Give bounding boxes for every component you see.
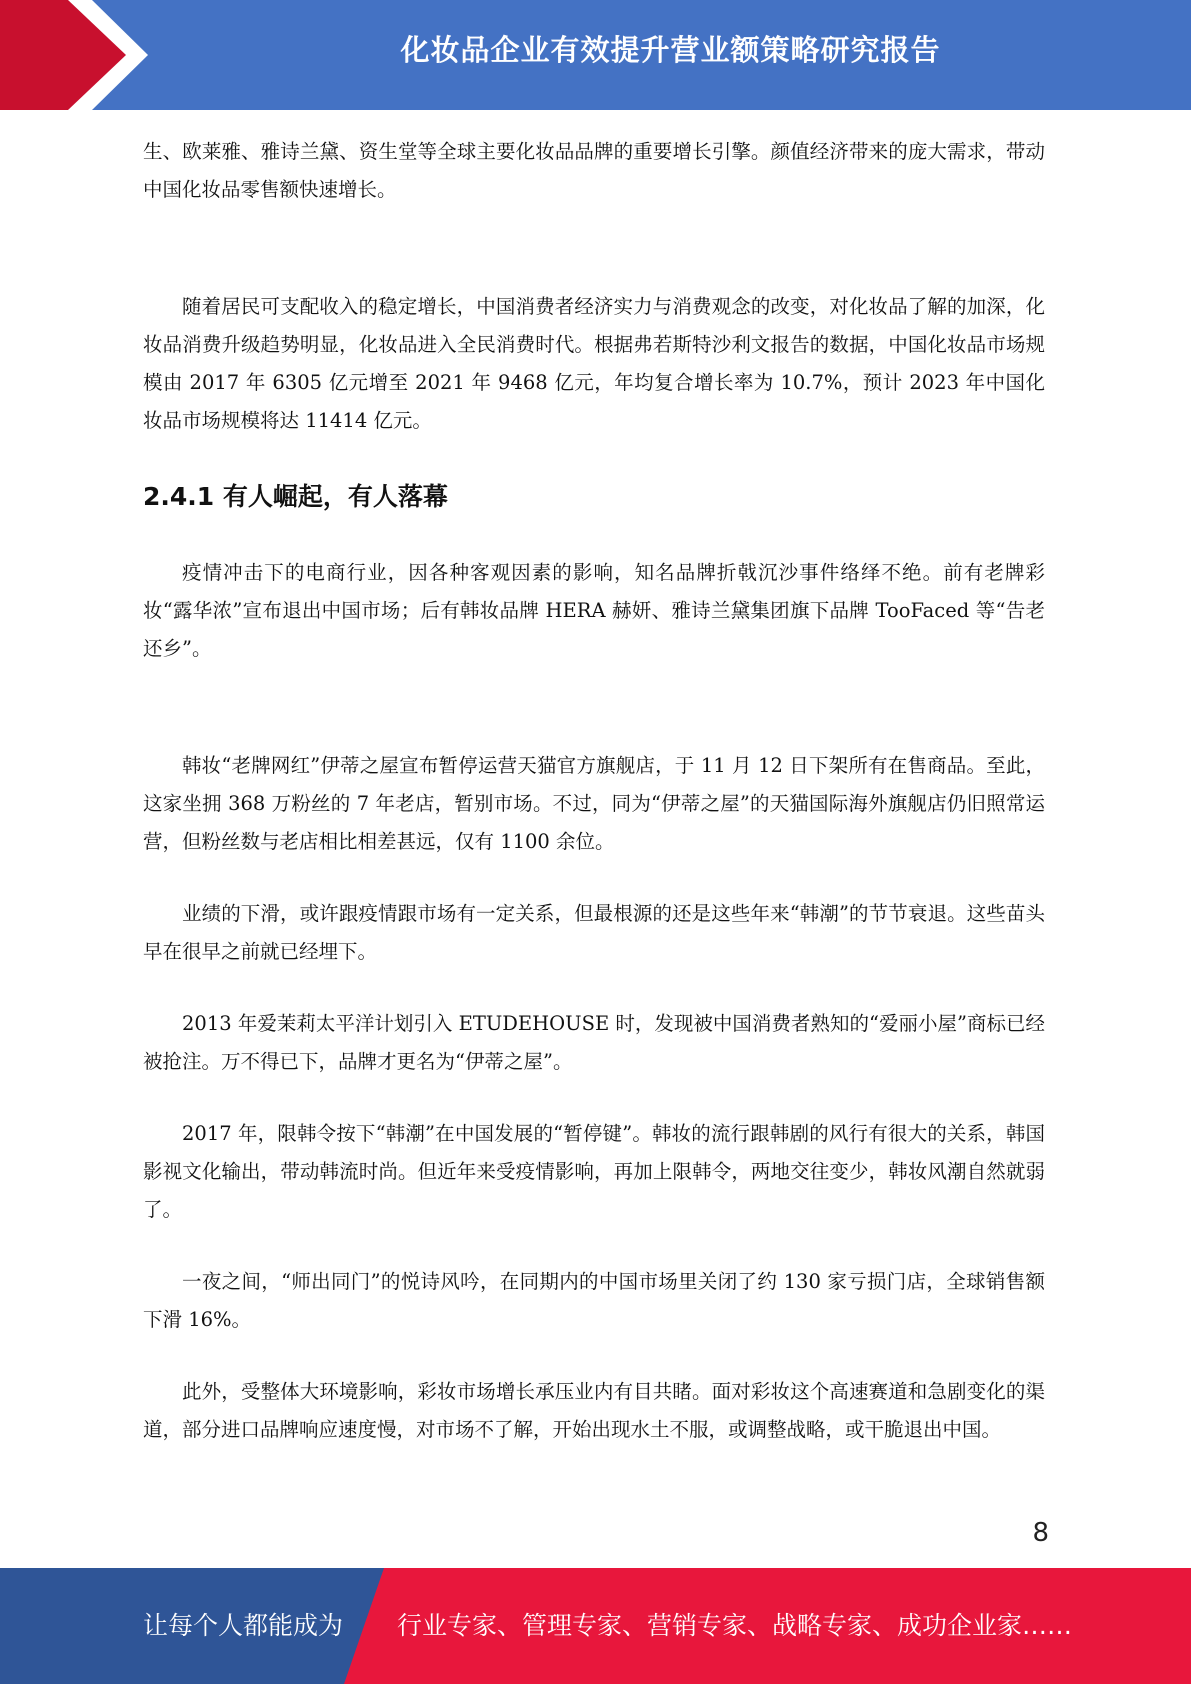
paragraph-2: 随着居民可支配收入的稳定增长，中国消费者经济实力与消费观念的改变，对化妆品了解的加深，化妆品消费升级趋势明显，化妆品进入全民消费时代。根据弗若斯特沙利文报告的数据，中国化妆品市场规模由 2017 年 6305 亿元增至 2021 年 9468 亿元，年均复合增长率为 10.7%，预计 2023 年中国化妆品市场规模将达 11414 亿元。 bbox=[143, 295, 1045, 432]
paragraph-6: 2013 年爱茉莉太平洋计划引入 ETUDEHOUSE 时，发现被中国消费者熟知的“爱丽小屋”商标已经被抢注。万不得已下，品牌才更名为“伊蒂之屋”。 bbox=[143, 1012, 1045, 1073]
footer-slogan-left: 让每个人都能成为 bbox=[143, 1611, 344, 1640]
section-heading: 2.4.1 有人崛起，有人落幕 bbox=[143, 482, 448, 511]
header-arrow-decoration bbox=[0, 0, 160, 110]
page-footer bbox=[0, 1568, 1191, 1684]
footer-slogan-right: 行业专家、管理专家、营销专家、战略专家、成功企业家…… bbox=[397, 1611, 1073, 1640]
paragraph-8: 一夜之间，“师出同门”的悦诗风吟，在同期内的中国市场里关闭了约 130 家亏损门店，全球销售额下滑 16%。 bbox=[143, 1270, 1045, 1331]
page-header bbox=[0, 0, 1191, 110]
page-number: 8 bbox=[1032, 1518, 1049, 1548]
paragraph-1: 生、欧莱雅、雅诗兰黛、资生堂等全球主要化妆品品牌的重要增长引擎。颜值经济带来的庞大需求，带动中国化妆品零售额快速增长。 bbox=[143, 140, 1045, 201]
paragraph-4: 韩妆“老牌网红”伊蒂之屋宣布暂停运营天猫官方旗舰店，于 11 月 12 日下架所有在售商品。至此，这家坐拥 368 万粉丝的 7 年老店，暂别市场。不过，同为“伊蒂之屋”的天猫国际海外旗舰店仍旧照常运营，但粉丝数与老店相比相差甚远，仅有 1100 余位。 bbox=[143, 754, 1045, 853]
paragraph-5: 业绩的下滑，或许跟疫情跟市场有一定关系，但最根源的还是这些年来“韩潮”的节节衰退。这些苗头早在很早之前就已经埋下。 bbox=[143, 902, 1045, 963]
report-title: 化妆品企业有效提升营业额策略研究报告 bbox=[400, 33, 941, 67]
page-content bbox=[143, 133, 1045, 1449]
paragraph-9: 此外，受整体大环境影响，彩妆市场增长承压业内有目共睹。面对彩妆这个高速赛道和急剧变化的渠道，部分进口品牌响应速度慢，对市场不了解，开始出现水土不服，或调整战略，或干脆退出中国。 bbox=[143, 1380, 1045, 1441]
paragraph-7: 2017 年，限韩令按下“韩潮”在中国发展的“暂停键”。韩妆的流行跟韩剧的风行有很大的关系，韩国影视文化输出，带动韩流时尚。但近年来受疫情影响，再加上限韩令，两地交往变少，韩妆风潮自然就弱了。 bbox=[143, 1122, 1045, 1221]
paragraph-3: 疫情冲击下的电商行业，因各种客观因素的影响，知名品牌折戟沉沙事件络绎不绝。前有老牌彩妆“露华浓”宣布退出中国市场；后有韩妆品牌 HERA 赫妍、雅诗兰黛集团旗下品牌 TooFaced 等“告老还乡”。 bbox=[143, 561, 1045, 660]
